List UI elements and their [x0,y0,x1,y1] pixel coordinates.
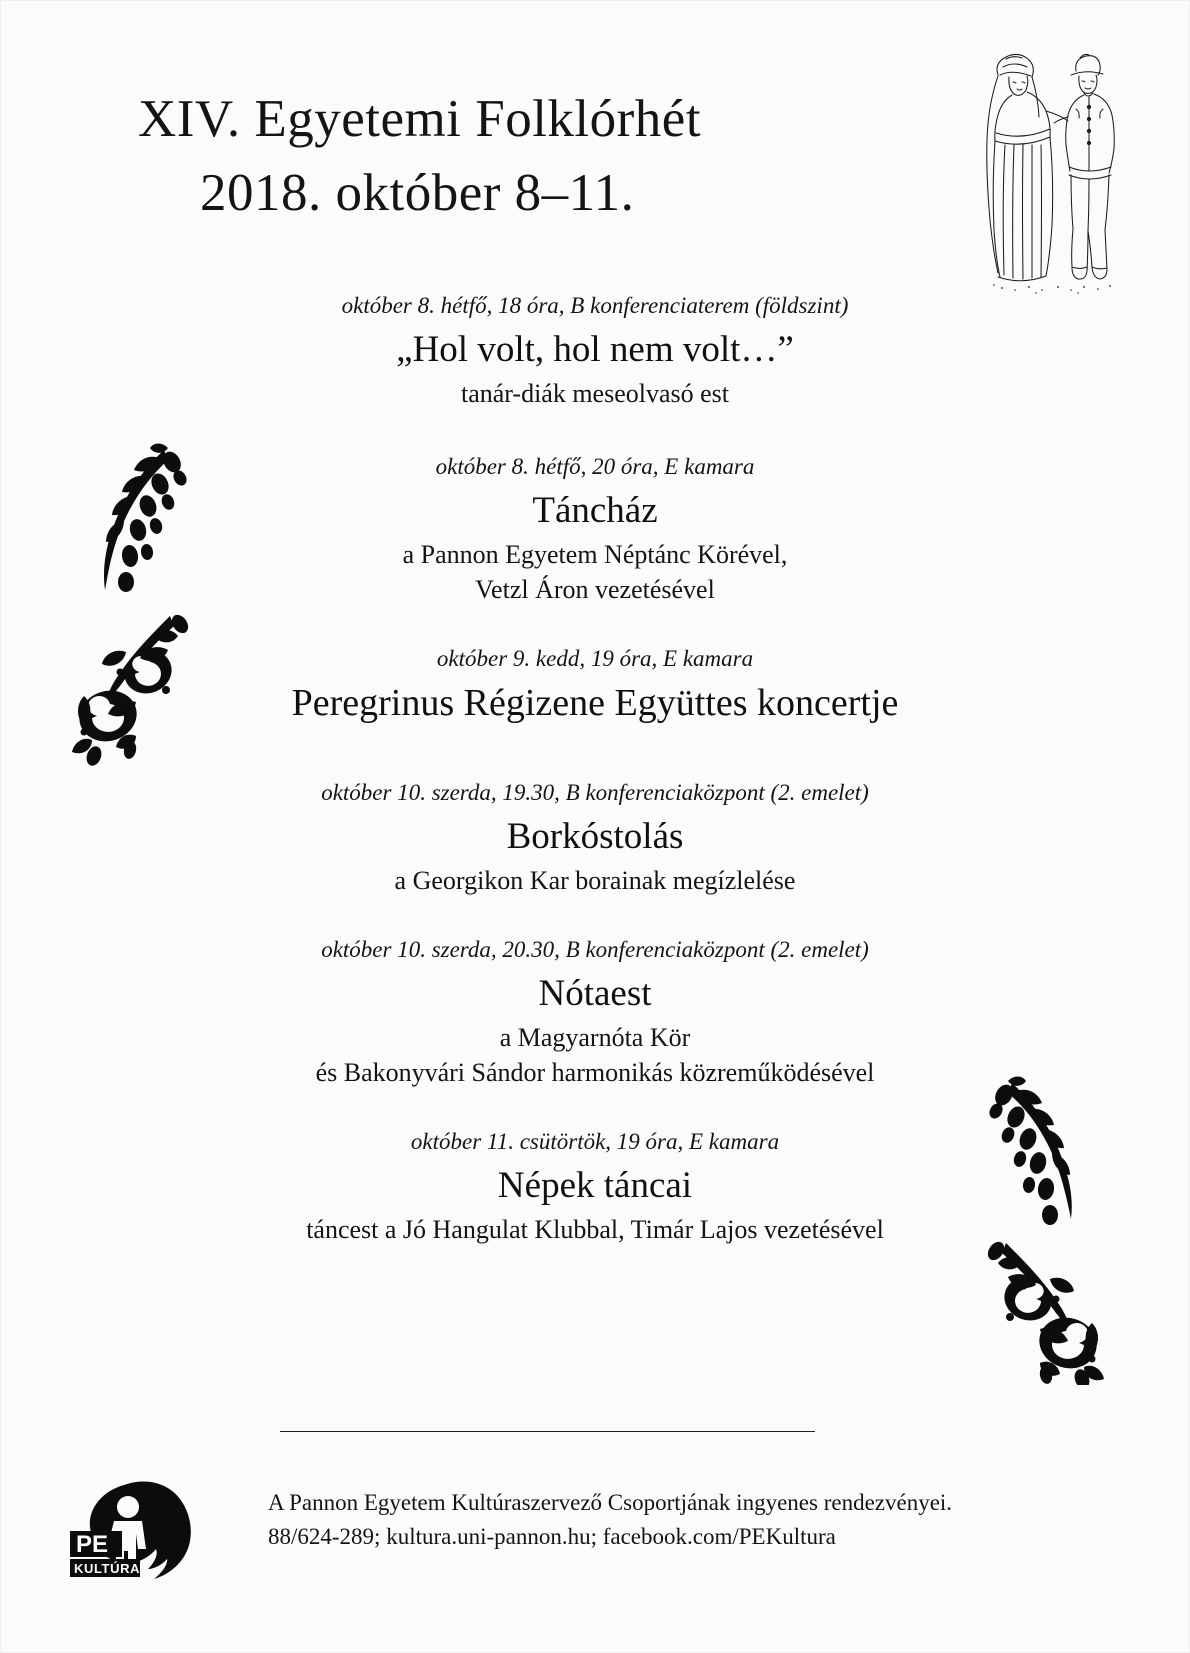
footer-organizer-line: A Pannon Egyetem Kultúraszervező Csoportjának ingyenes rendezvényei. [268,1490,953,1515]
footer-divider [280,1431,815,1432]
footer-contact-block [268,1486,968,1554]
event-datetime-venue: október 10. szerda, 19.30, B konferenciaközpont (2. emelet) [321,780,869,805]
program-list [0,290,1190,1281]
event-title: Borkóstolás [506,816,684,857]
event-item [0,934,1190,1090]
event-subtitle-secondary: Vetzl Áron vezetésével [475,575,715,604]
footer-contact-line: 88/624-289; kultura.uni-pannon.hu; facebook.com/PEKultura [268,1524,836,1549]
event-subtitle-secondary: és Bakonyvári Sándor harmonikás közreműködésével [315,1058,875,1087]
poster-footer [0,1431,1190,1581]
logo-text-pe: PE [76,1531,109,1558]
event-item [0,643,1190,729]
event-subtitle: a Magyarnóta Kör [499,1023,691,1052]
event-title: Nótaest [538,973,652,1014]
event-datetime-venue: október 10. szerda, 20.30, B konferenciaközpont (2. emelet) [321,937,869,962]
event-title: Táncház [532,490,658,531]
event-datetime-venue: október 9. kedd, 19 óra, E kamara [436,646,754,671]
title-line-event-name: XIV. Egyetemi Folklórhét [138,90,702,148]
poster-title [120,82,880,230]
event-item [0,1126,1190,1247]
event-datetime-venue: október 8. hétfő, 18 óra, B konferenciaterem (földszint) [341,293,849,318]
pe-kultura-logo [68,1479,198,1584]
event-datetime-venue: október 11. csütörtök, 19 óra, E kamara [410,1129,780,1154]
logo-text-kultura: KULTÚRA [74,1561,141,1576]
event-title: Peregrinus Régizene Együttes koncertje [291,682,899,724]
event-datetime-venue: október 8. hétfő, 20 óra, E kamara [435,454,755,479]
event-subtitle: táncest a Jó Hangulat Klubbal, Timár Lajos vezetésével [306,1215,884,1244]
event-subtitle: a Georgikon Kar borainak megízlelése [394,866,796,895]
event-title: Népek táncai [497,1165,693,1206]
event-subtitle: tanár-diák meseolvasó est [460,379,730,408]
event-item [0,290,1190,411]
event-subtitle: a Pannon Egyetem Néptánc Körével, [402,540,788,569]
event-title: „Hol volt, hol nem volt…” [396,329,794,370]
folk-couple-illustration-icon [972,45,1132,295]
title-line-date-range: 2018. október 8–11. [200,164,635,222]
event-item [0,777,1190,898]
event-item [0,451,1190,607]
